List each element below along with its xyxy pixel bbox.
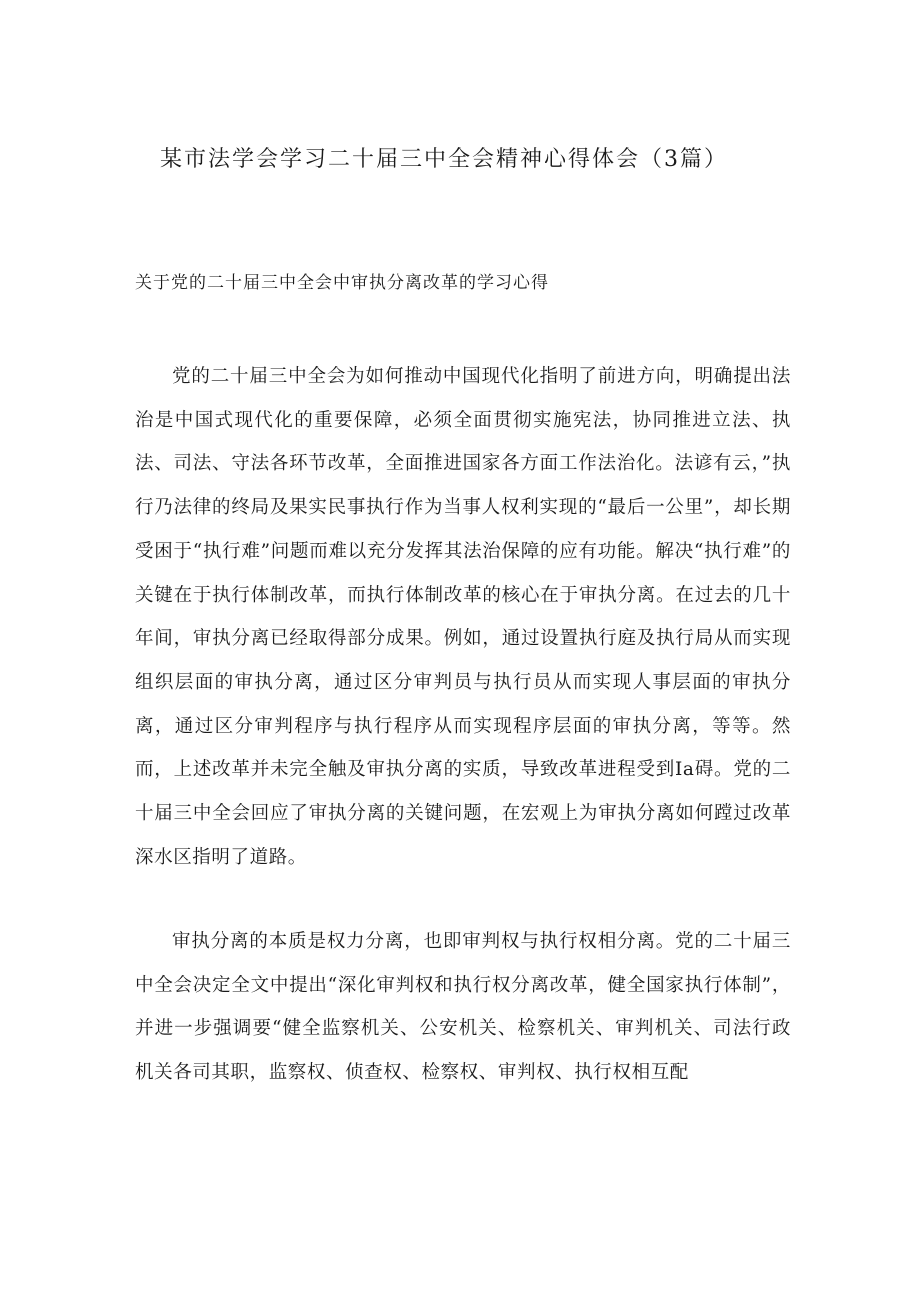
section-heading: 关于党的二十届三中全会中审执分离改革的学习心得 <box>135 273 549 293</box>
body-paragraph-2: 审执分离的本质是权力分离，也即审判权与执行权相分离。党的二十届三中全会决定全文中提出“深化审判权和执行权分离改革，健全国家执行体制”，并进一步强调要“健全监察机关、公安机关、检察机关、审判机关、司法行政机关各司其职，监察权、侦查权、检察权、审判权、执行权相互配 <box>135 931 791 1084</box>
body-paragraph-1: 党的二十届三中全会为如何推动中国现代化指明了前进方向，明确提出法治是中国式现代化的重要保障，必须全面贯彻实施宪法，协同推进立法、执法、司法、守法各环节改革，全面推进国家各方面工作法治化。法谚有云，”执行乃法律的终局及果实民事执行作为当事人权利实现的“最后一公里”，却长期受困于“执行难”问题而难以充分发挥其法治保障的应有功能。解决“执行难”的关键在于执行体制改革，而执行体制改革的核心在于审执分离。在过去的几十年间，审执分离已经取得部分成果。例如，通过设置执行庭及执行局从而实现组织层面的审执分离，通过区分审判员与执行员从而实现人事层面的审执分离，通过区分审判程序与执行程序从而实现程序层面的审执分离，等等。然而，上述改革并未完全触及审执分离的实质，导致改革进程受到Ia碍。党的二十届三中全会回应了审执分离的关键问题，在宏观上为审执分离如何蹚过改革深水区指明了道路。 <box>135 366 791 868</box>
document-title: 某市法学会学习二十届三中全会精神心得体会（3篇） <box>160 147 728 172</box>
